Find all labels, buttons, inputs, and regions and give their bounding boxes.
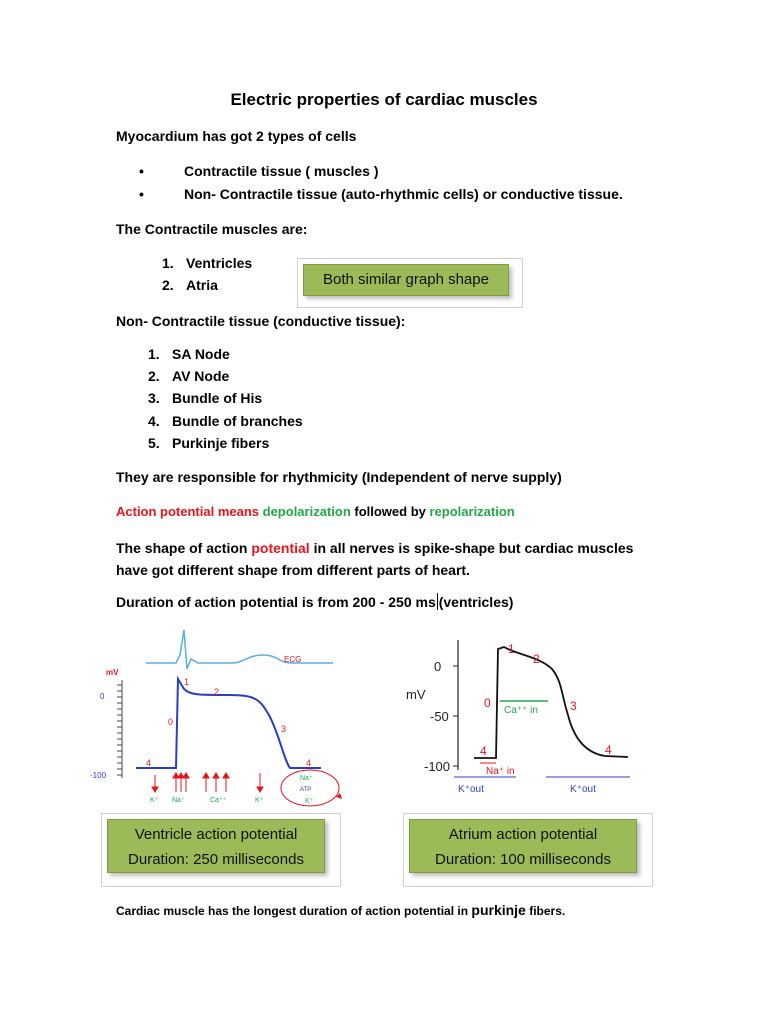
ventricle-caption-title: Ventricle action potential (134, 826, 298, 843)
page-title: Electric properties of cardiac muscles (230, 90, 538, 109)
contractile-heading: The Contractile muscles are: (116, 221, 308, 237)
cell-type-label: Non- Contractile tissue (auto-rhythmic cells) or conductive tissue. (184, 186, 623, 202)
y-tick-label: 0 (100, 692, 105, 701)
ion-label-ca: Ca⁺⁺ (210, 797, 227, 804)
y-tick-label: -50 (430, 709, 449, 724)
duration-text: Duration of action potential is from 200 - 250 ms (ventricles) (116, 594, 514, 610)
bullet-icon: • (139, 163, 144, 179)
ventricle-ap-trace (136, 679, 321, 768)
footer-note: Cardiac muscle has the longest duration of action potential in purkinje fibers. (116, 902, 566, 918)
phase-label: 0 (484, 696, 491, 710)
noncontractile-heading: Non- Contractile tissue (conductive tissue): (116, 313, 406, 329)
k-out-label: K⁺out (570, 784, 596, 795)
similar-shape-label: Both similar graph shape (303, 264, 509, 296)
y-tick-label: -100 (424, 759, 451, 774)
noncontractile-item: 2. AV Node (148, 368, 230, 384)
unit-label: mV (406, 687, 426, 702)
text-cursor (437, 593, 438, 610)
phase-label: 1 (184, 677, 190, 687)
ventricle-action-potential-graph (88, 625, 358, 815)
atrium-caption-box (403, 813, 653, 887)
phase-label: 3 (570, 699, 577, 713)
phase-label: 0 (168, 717, 174, 727)
ecg-trace (146, 630, 333, 669)
ventricle-caption-box (101, 813, 341, 887)
atrium-caption-title: Atrium action potential (448, 826, 598, 843)
contractile-item: 2. Atria (162, 277, 218, 293)
ion-label-k: K⁺ (255, 797, 264, 804)
noncontractile-item: 1. SA Node (148, 346, 230, 362)
contractile-item: 1. Ventricles (162, 255, 253, 271)
ventricle-caption-duration: Duration: 250 milliseconds (128, 851, 304, 868)
pump-arrow-icon (336, 793, 342, 799)
phase-label: 4 (480, 744, 487, 758)
noncontractile-item: 5. Purkinje fibers (148, 435, 270, 451)
y-tick-label: -100 (90, 771, 107, 780)
phase-label: 3 (281, 724, 287, 734)
phase-label: 4 (605, 743, 612, 757)
ion-arrows (152, 773, 263, 792)
cell-type-item (139, 163, 379, 179)
phase-label: 1 (508, 642, 515, 656)
phase-label: 2 (214, 687, 220, 697)
na-in-label: Na⁺ in (486, 766, 515, 777)
rhythmicity-text: They are responsible for rhythmicity (Independent of nerve supply) (116, 469, 562, 485)
ecg-label: ECG (284, 655, 302, 664)
noncontractile-item: 4. Bundle of branches (148, 413, 303, 429)
similar-shape-callout (297, 258, 523, 308)
noncontractile-item: 3. Bundle of His (148, 390, 263, 406)
ca-in-label: Ca⁺⁺ in (504, 705, 538, 716)
y-tick-label: 0 (434, 659, 442, 674)
cell-type-item (139, 186, 623, 202)
cell-type-label: Contractile tissue ( muscles ) (184, 163, 379, 179)
phase-label: 2 (533, 652, 540, 666)
phase-label: 4 (146, 758, 152, 768)
phase-label: 4 (306, 758, 312, 768)
action-potential-definition: Action potential means depolarization followed by repolarization (116, 504, 515, 519)
pump-atp-label: ATP (300, 787, 312, 793)
intro-text: Myocardium has got 2 types of cells (116, 128, 357, 144)
atrium-ap-trace (474, 647, 628, 758)
pump-k-label: K⁺ (305, 798, 314, 805)
k-out-label: K⁺out (458, 784, 484, 795)
shape-paragraph: The shape of action potential in all nerves is spike-shape but cardiac muscles have got different shape from different parts of heart. (116, 540, 634, 578)
pump-na-label: Na⁺ (300, 775, 313, 782)
ion-label-k: K⁺ (150, 797, 159, 804)
atrium-action-potential-graph (400, 635, 640, 805)
unit-label: mV (106, 668, 119, 677)
y-axis-ticks (117, 685, 122, 775)
atrium-caption-duration: Duration: 100 milliseconds (435, 851, 611, 868)
bullet-icon: • (139, 186, 144, 202)
ion-label-na: Na⁺ (172, 797, 185, 804)
